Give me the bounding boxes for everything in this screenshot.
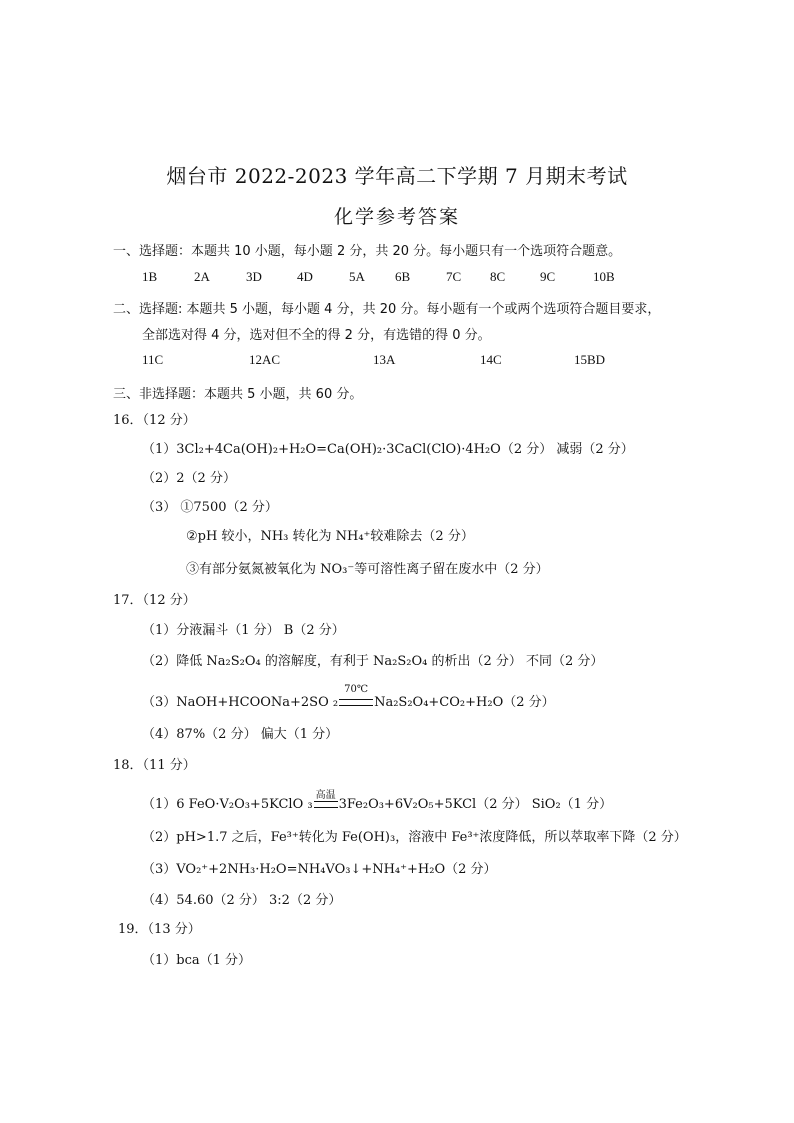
answer-4: 4D xyxy=(297,269,313,284)
equals-sign-icon xyxy=(339,699,373,706)
q16-part1: （1）3Cl₂+4Ca(OH)₂+H₂O=Ca(OH)₂·3CaCl(ClO)·4H₂O（2 分） 减弱（2 分） xyxy=(142,442,634,457)
answer-12: 12AC xyxy=(249,352,281,367)
q18-part3: （3）VO₂⁺+2NH₃·H₂O=NH₄VO₃↓+NH₄⁺+H₂O（2 分） xyxy=(142,862,497,877)
answer-2: 2A xyxy=(194,269,210,284)
q18-equation-reactants: （1）6 FeO·V₂O₃+5KClO ₃ xyxy=(142,797,313,812)
answer-1: 1B xyxy=(142,269,158,284)
section2-heading-line1: 二、选择题: 本题共 5 小题，每小题 4 分，共 20 分。每小题有一个或两个选项符合题目要求， xyxy=(113,302,661,317)
page-title: 烟台市 2022-2023 学年高二下学期 7 月期末考试 xyxy=(166,164,628,188)
answer-15: 15BD xyxy=(574,352,606,367)
q16-label: 16．（12 分） xyxy=(113,413,196,428)
answer-14: 14C xyxy=(480,352,502,367)
answer-11: 11C xyxy=(142,352,164,367)
q17-part1: （1）分液漏斗（1 分） B（2 分） xyxy=(142,623,345,638)
q18-part2: （2）pH>1.7 之后，Fe³⁺转化为 Fe(OH)₃，溶液中 Fe³⁺浓度降低，所以萃取率下降（2 分） xyxy=(142,830,687,845)
q18-equation-products: 3Fe₂O₃+6V₂O₅+5KCl（2 分） SiO₂（1 分） xyxy=(338,797,613,812)
answer-7: 7C xyxy=(446,269,462,284)
reaction-condition-label: 高温 xyxy=(315,790,336,801)
q16-part3b: ②pH 较小，NH₃ 转化为 NH₄⁺较难除去（2 分） xyxy=(186,529,474,544)
equals-sign-icon xyxy=(314,801,338,808)
page-subtitle: 化学参考答案 xyxy=(333,206,460,228)
q18-part4: （4）54.60（2 分） 3:2（2 分） xyxy=(142,893,342,908)
q17-part3 xyxy=(142,684,555,710)
answer-5: 5A xyxy=(349,269,365,284)
q19-part1: （1）bca（1 分） xyxy=(142,953,252,968)
answer-13: 13A xyxy=(373,352,396,367)
q16-part3c: ③有部分氨氮被氧化为 NO₃⁻等可溶性离子留在废水中（2 分） xyxy=(186,562,549,577)
section1-heading: 一、选择题：本题共 10 小题，每小题 2 分，共 20 分。每小题只有一个选项符合题意。 xyxy=(113,244,622,259)
q18-label: 18．（11 分） xyxy=(113,758,196,773)
section3-heading: 三、非选择题：本题共 5 小题，共 60 分。 xyxy=(113,387,363,402)
q17-part4: （4）87%（2 分） 偏大（1 分） xyxy=(142,727,339,742)
answer-9: 9C xyxy=(540,269,556,284)
reaction-condition-arrow xyxy=(313,790,339,812)
q17-equation-products: Na₂S₂O₄+CO₂+H₂O（2 分） xyxy=(374,695,555,710)
q16-part2: （2）2（2 分） xyxy=(142,471,236,486)
q17-equation-reactants: （3）NaOH+HCOONa+2SO ₂ xyxy=(142,695,339,710)
answer-10: 10B xyxy=(593,269,615,284)
q17-label: 17．（12 分） xyxy=(113,593,196,608)
q16-part3a: （3） ①7500（2 分） xyxy=(142,500,278,515)
section2-heading-line2: 全部选对得 4 分，选对但不全的得 2 分，有选错的得 0 分。 xyxy=(142,328,491,343)
q19-label: 19．（13 分） xyxy=(118,922,201,937)
q18-part1 xyxy=(142,790,613,812)
answer-3: 3D xyxy=(246,269,262,284)
answer-8: 8C xyxy=(490,269,506,284)
q17-part2: （2）降低 Na₂S₂O₄ 的溶解度，有利于 Na₂S₂O₄ 的析出（2 分） 不同（2 分） xyxy=(142,654,604,669)
answer-6: 6B xyxy=(395,269,411,284)
reaction-condition-arrow xyxy=(338,684,374,710)
reaction-condition-label: 70℃ xyxy=(344,684,369,695)
